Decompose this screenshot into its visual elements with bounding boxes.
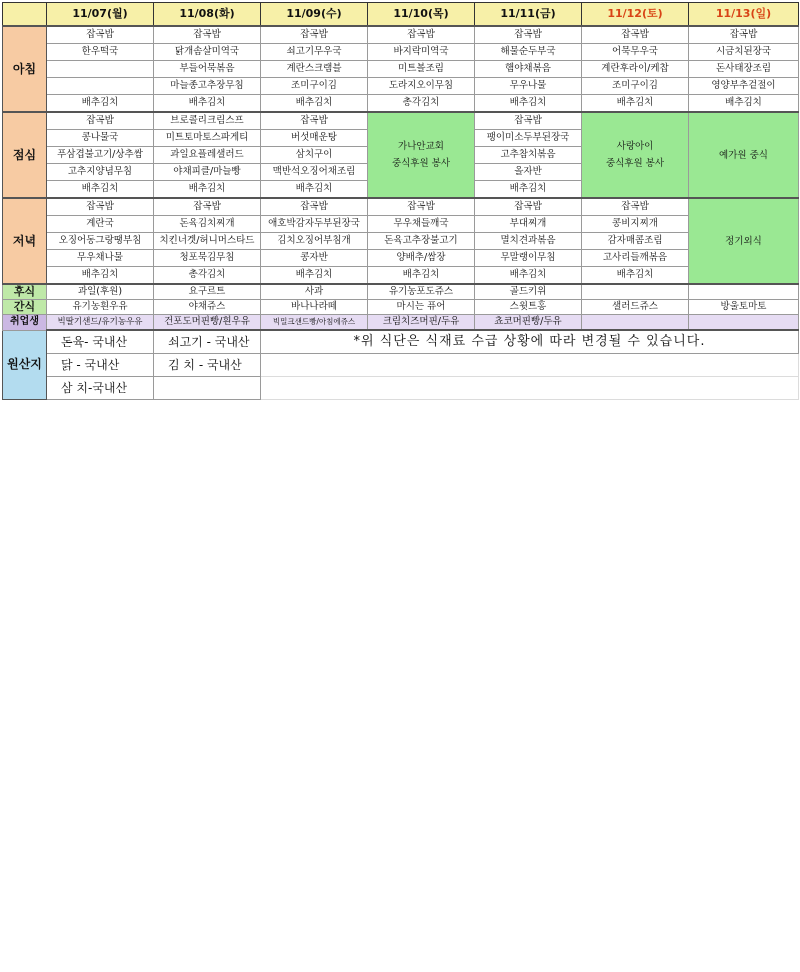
menu-cell: 멸치견과볶음 [475, 233, 582, 250]
dinner-sunday [689, 198, 799, 284]
menu-cell: 잡곡밥 [261, 198, 368, 216]
menu-cell: 총각김치 [368, 95, 475, 113]
menu-cell: 배추김치 [475, 267, 582, 285]
dessert-row [3, 284, 799, 300]
snack-cell: 유기농흰우유 [47, 300, 154, 315]
menu-cell: 마늘종고추장무침 [154, 78, 261, 95]
job-trainee-cell: 크림치즈머핀/두유 [368, 315, 475, 331]
menu-cell: 총각김치 [154, 267, 261, 285]
menu-table [2, 2, 799, 400]
origin-cell: 김 치 - 국내산 [154, 354, 261, 377]
snack-cell: 바나나라떼 [261, 300, 368, 315]
menu-cell: 잡곡밥 [261, 112, 368, 130]
snack-cell: 샐러드쥬스 [582, 300, 689, 315]
job-trainee-cell [582, 315, 689, 331]
dinner-row [3, 233, 799, 250]
snack-cell: 스윗트홍 [475, 300, 582, 315]
menu-cell: 배추김치 [47, 267, 154, 285]
volunteer-note: 중식후원 봉사 [605, 158, 665, 169]
menu-cell: 부들어묵볶음 [154, 61, 261, 78]
volunteer-group: 사랑아이 [616, 141, 654, 152]
menu-cell: 고추지양념무침 [47, 164, 154, 181]
menu-cell: 조미구이김 [582, 78, 689, 95]
menu-cell: 과일요플레샐러드 [154, 147, 261, 164]
lunch-volunteer-saturday [582, 112, 689, 198]
notice-text: *위 식단은 식재료 수급 상황에 따라 변경될 수 있습니다. [261, 330, 799, 354]
menu-cell: 잡곡밥 [689, 26, 799, 44]
lunch-row [3, 112, 799, 130]
menu-cell: 잡곡밥 [475, 26, 582, 44]
menu-cell: 한우떡국 [47, 44, 154, 61]
menu-cell: 팽이미소두부된장국 [475, 130, 582, 147]
menu-cell: 햄야채볶음 [475, 61, 582, 78]
menu-cell: 어묵무우국 [582, 44, 689, 61]
menu-cell: 미트볼조림 [368, 61, 475, 78]
snack-cell: 방울토마토 [689, 300, 799, 315]
menu-cell: 미트토마토스파게티 [154, 130, 261, 147]
menu-cell: 삼치구이 [261, 147, 368, 164]
menu-cell: 양배추/쌈장 [368, 250, 475, 267]
menu-cell: 돈육김치찌개 [154, 216, 261, 233]
lunch-label: 점심 [3, 112, 47, 198]
day-header: 11/10(목) [368, 3, 475, 27]
menu-cell: 시금치된장국 [689, 44, 799, 61]
volunteer-church: 가나안교회 [398, 141, 444, 152]
menu-cell: 잡곡밥 [368, 26, 475, 44]
menu-cell: 콩비지찌개 [582, 216, 689, 233]
menu-cell: 배추김치 [582, 95, 689, 113]
menu-cell: 푸삼겹불고기/상추쌈 [47, 147, 154, 164]
menu-cell: 잡곡밥 [582, 198, 689, 216]
menu-cell: 바지락미역국 [368, 44, 475, 61]
menu-cell: 맥반석오징어채조림 [261, 164, 368, 181]
menu-cell: 감자매콤조림 [582, 233, 689, 250]
snack-row [3, 300, 799, 315]
menu-cell: 배추김치 [154, 95, 261, 113]
menu-cell: 잡곡밥 [261, 26, 368, 44]
snack-cell: 마시는 퓨어 [368, 300, 475, 315]
menu-cell: 치킨너겟/허니머스타드 [154, 233, 261, 250]
menu-cell: 배추김치 [261, 267, 368, 285]
origin-cell: 삼 치-국내산 [47, 377, 154, 400]
menu-cell: 배추김치 [154, 181, 261, 199]
menu-cell: 고사리들깨볶음 [582, 250, 689, 267]
job-trainee-cell: 건포도머핀빵/흰우유 [154, 315, 261, 331]
dessert-cell: 과일(후원) [47, 284, 154, 300]
menu-cell: 도라지오이무침 [368, 78, 475, 95]
menu-cell: 잡곡밥 [475, 112, 582, 130]
breakfast-row [3, 61, 799, 78]
menu-cell: 영양부추겉절이 [689, 78, 799, 95]
menu-cell: 무우채나물 [47, 250, 154, 267]
breakfast-label: 아침 [3, 26, 47, 112]
breakfast-row [3, 44, 799, 61]
menu-cell: 쇠고기무우국 [261, 44, 368, 61]
menu-cell: 애호박감자두부된장국 [261, 216, 368, 233]
menu-cell: 김치오징어부침개 [261, 233, 368, 250]
menu-cell: 콩나물국 [47, 130, 154, 147]
menu-cell: 잡곡밥 [475, 198, 582, 216]
menu-cell: 잡곡밥 [154, 198, 261, 216]
volunteer-note: 중식후원 봉사 [391, 158, 451, 169]
menu-cell [47, 61, 154, 78]
menu-cell: 잡곡밥 [368, 198, 475, 216]
sunday-dinner-text: 정기외식 [725, 235, 762, 247]
menu-cell: 야채피클/마늘빵 [154, 164, 261, 181]
origin-cell: 돈육- 국내산 [47, 330, 154, 354]
dessert-cell: 골드키위 [475, 284, 582, 300]
dessert-cell: 사과 [261, 284, 368, 300]
menu-cell: 무우채들깨국 [368, 216, 475, 233]
dinner-row [3, 267, 799, 285]
day-header: 11/07(월) [47, 3, 154, 27]
origin-cell: 쇠고기 - 국내산 [154, 330, 261, 354]
menu-sheet [2, 2, 798, 400]
empty-grid [261, 354, 799, 377]
dessert-label: 후식 [3, 284, 47, 300]
lunch-volunteer-thursday [368, 112, 475, 198]
menu-cell: 배추김치 [368, 267, 475, 285]
sunday-lunch-text: 예가원 중식 [719, 149, 768, 161]
origin-cell: 닭 - 국내산 [47, 354, 154, 377]
origin-row [3, 377, 799, 400]
dessert-cell: 유기농포도쥬스 [368, 284, 475, 300]
dinner-row [3, 198, 799, 216]
dessert-cell [582, 284, 689, 300]
dinner-row [3, 216, 799, 233]
menu-cell: 배추김치 [475, 95, 582, 113]
breakfast-row [3, 26, 799, 44]
job-trainee-cell: 빅딸기샌드/유기농우유 [47, 315, 154, 331]
snack-label: 간식 [3, 300, 47, 315]
dinner-row [3, 250, 799, 267]
menu-cell: 배추김치 [582, 267, 689, 285]
lunch-sunday [689, 112, 799, 198]
origin-row [3, 354, 799, 377]
menu-cell: 무우나물 [475, 78, 582, 95]
menu-cell: 잡곡밥 [154, 26, 261, 44]
job-trainee-label: 취업생 [3, 315, 47, 331]
empty-grid [261, 377, 799, 400]
menu-cell: 배추김치 [689, 95, 799, 113]
job-trainee-row [3, 315, 799, 331]
job-trainee-cell [689, 315, 799, 331]
menu-cell: 오징어동그랑땡부침 [47, 233, 154, 250]
menu-cell: 잡곡밥 [47, 198, 154, 216]
menu-cell: 배추김치 [261, 181, 368, 199]
menu-cell: 부대찌개 [475, 216, 582, 233]
breakfast-row [3, 78, 799, 95]
breakfast-row [3, 95, 799, 113]
menu-cell: 해물순두부국 [475, 44, 582, 61]
dessert-cell [689, 284, 799, 300]
origin-cell [154, 377, 261, 400]
menu-cell: 배추김치 [475, 181, 582, 199]
day-header: 11/11(금) [475, 3, 582, 27]
menu-cell: 돈육고추장불고기 [368, 233, 475, 250]
day-header-saturday: 11/12(토) [582, 3, 689, 27]
header-row [3, 3, 799, 27]
menu-cell [47, 78, 154, 95]
origin-row [3, 330, 799, 354]
menu-cell: 고추참치볶음 [475, 147, 582, 164]
origin-label: 원산지 [3, 330, 47, 400]
menu-cell: 계란국 [47, 216, 154, 233]
menu-cell: 배추김치 [261, 95, 368, 113]
menu-cell: 닭개솜살미역국 [154, 44, 261, 61]
menu-cell: 브로콜리크림스프 [154, 112, 261, 130]
menu-cell: 배추김치 [47, 95, 154, 113]
menu-cell: 조미구이김 [261, 78, 368, 95]
job-trainee-cell: 빅밀크샌드빵/아침에쥬스 [261, 315, 368, 331]
day-header: 11/08(화) [154, 3, 261, 27]
menu-cell: 청포묵김무침 [154, 250, 261, 267]
job-trainee-cell: 쵸코머핀빵/두유 [475, 315, 582, 331]
menu-cell: 올자반 [475, 164, 582, 181]
menu-cell: 콩자반 [261, 250, 368, 267]
menu-cell: 돈사태장조림 [689, 61, 799, 78]
snack-cell: 야채쥬스 [154, 300, 261, 315]
menu-cell: 잡곡밥 [582, 26, 689, 44]
menu-cell: 무말랭이무침 [475, 250, 582, 267]
dessert-cell: 요구르트 [154, 284, 261, 300]
menu-cell: 버섯매운탕 [261, 130, 368, 147]
menu-cell: 잡곡밥 [47, 112, 154, 130]
menu-cell: 계란후라이/케찹 [582, 61, 689, 78]
menu-cell: 배추김치 [47, 181, 154, 199]
menu-cell: 계란스크램블 [261, 61, 368, 78]
corner-cell [3, 3, 47, 27]
menu-cell: 잡곡밥 [47, 26, 154, 44]
day-header-sunday: 11/13(일) [689, 3, 799, 27]
dinner-label: 저녁 [3, 198, 47, 284]
day-header: 11/09(수) [261, 3, 368, 27]
